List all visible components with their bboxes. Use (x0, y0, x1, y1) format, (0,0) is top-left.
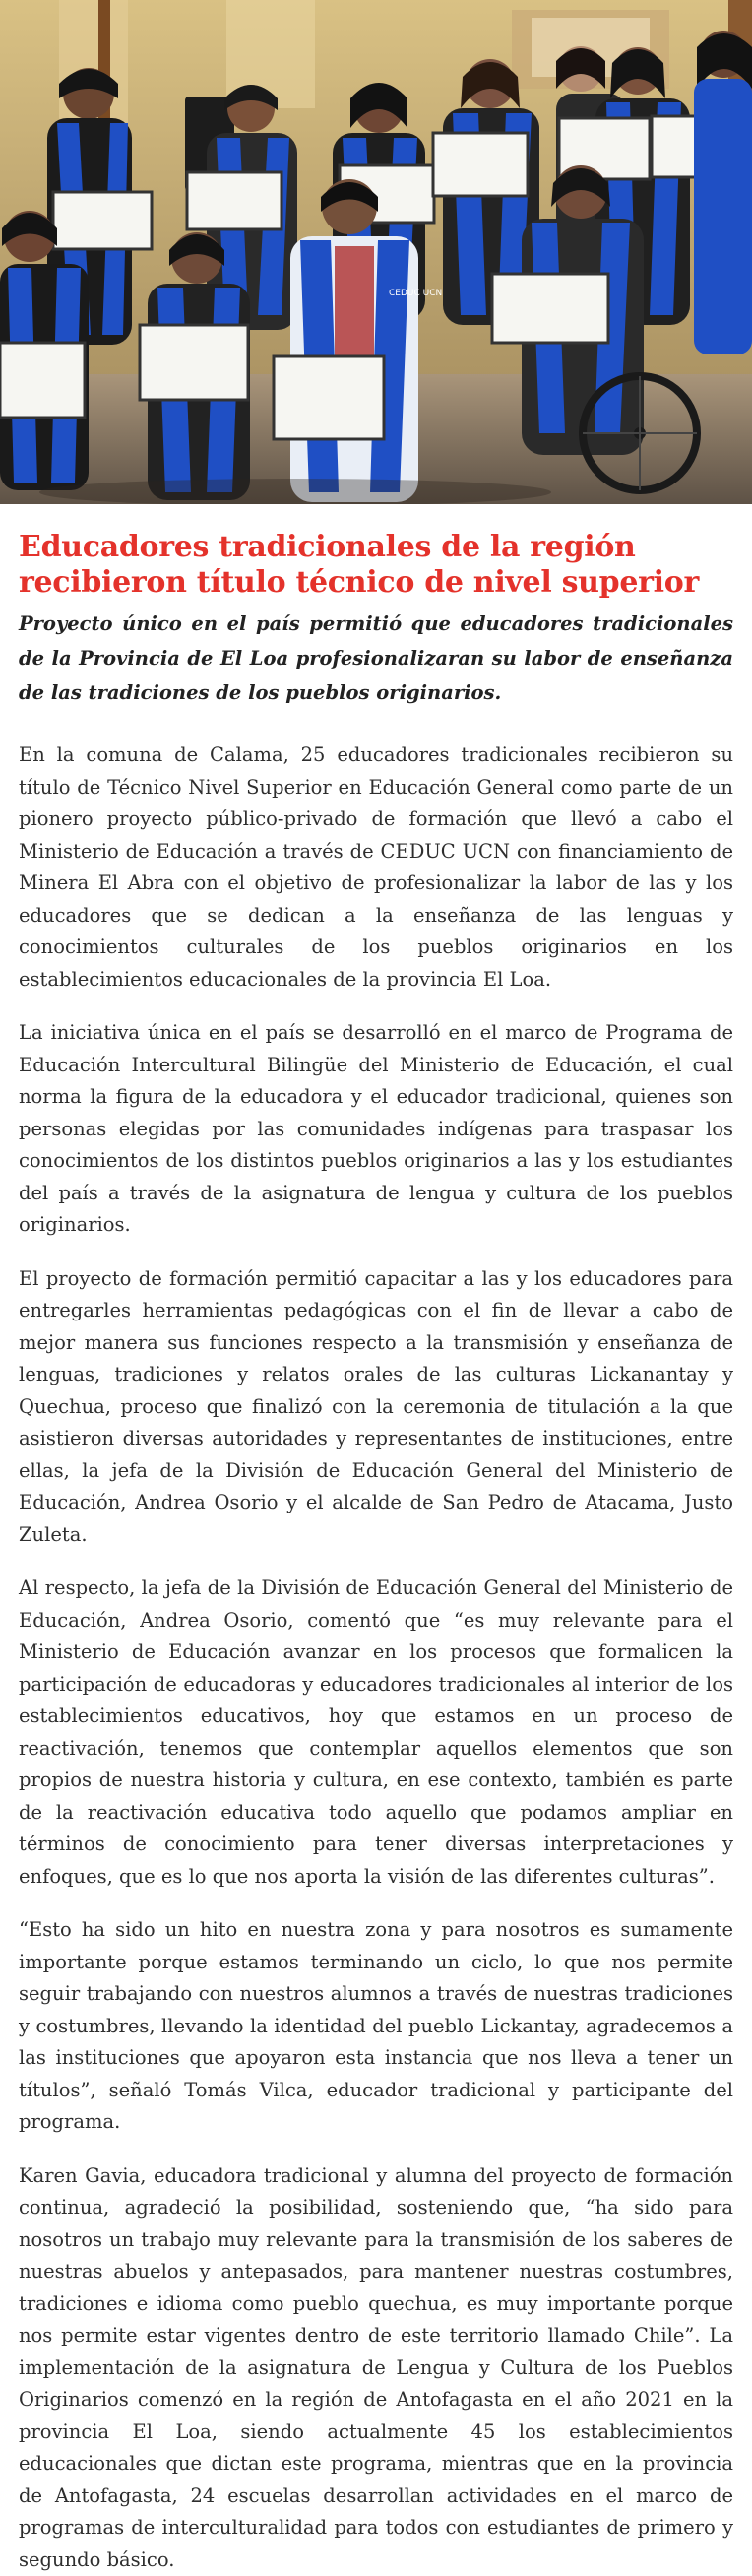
paragraph-4: Al respecto, la jefa de la División de Educación General del Ministerio de Educación, Andrea Osorio, comentó que “es muy relevante para el Ministerio de Educación avanzar en los procesos que formalicen la participación de educadoras y educadores tradicionales al interior de los establecimientos educativos, hoy que estamos en un proceso de reactivación, tenemos que contemplar aquellos elementos que son propios de nuestra historia y cultura, en ese contexto, también es parte de la reactivación educativa todo aquello que podamos ampliar en términos de conocimiento para tener diversas interpretaciones y enfoques, que es lo que nos aporta la visión de las diferentes culturas”. (19, 1573, 733, 1893)
article (0, 504, 752, 2576)
stole-text: CEDUC UCN (389, 289, 442, 298)
paragraph-1: En la comuna de Calama, 25 educadores tradicionales recibieron su título de Técnico Nivel Superior en Educación General como parte de un pionero proyecto público-privado de formación que llevó a cabo el Ministerio de Educación a través de CEDUC UCN con financiamiento de Minera El Abra con el objetivo de profesionalizar la labor de las y los educadores que se dedican a la enseñanza de las lenguas y conocimientos culturales de los pueblos originarios en los establecimientos educacionales de la provincia El Loa. (19, 740, 733, 996)
paragraph-6: Karen Gavia, educadora tradicional y alumna del proyecto de formación continua, agradeció la posibilidad, sosteniendo que, “ha sido para nosotros un trabajo muy relevante para la transmisión de los saberes de nuestras abuelos y antepasados, para mantener nuestras costumbres, tradiciones e idioma como pueblo quechua, es muy importante porque nos permite estar vigentes dentro de este territorio llamado Chile”. La implementación de la asignatura de Lengua y Cultura de los Pueblos Originarios comenzó en la región de Antofagasta en el año 2021 en la provincia El Loa, siendo actualmente 45 los establecimientos educacionales que dictan este programa, mientras que en la provincia de Antofagasta, 24 escuelas desarrollan actividades en el marco de programas de interculturalidad para todos con estudiantes de primero y segundo básico. (19, 2160, 733, 2576)
paragraph-2: La iniciativa única en el país se desarrolló en el marco de Programa de Educación Intercultural Bilingüe del Ministerio de Educación, el cual norma la figura de la educadora y el educador tradicional, quienes son personas elegidas por las comunidades indígenas para traspasar los conocimientos de los distintos pueblos originarios a las y los estudiantes del país a través de la asignatura de lengua y cultura de los pueblos originarios. (19, 1017, 733, 1242)
hero-photo (0, 0, 752, 504)
graduation-photo-illustration (0, 0, 752, 504)
article-lead: Proyecto único en el país permitió que educadores tradicionales de la Provincia de El Loa profesionalizaran su labor de enseñanza de las tradiciones de los pueblos originarios. (19, 607, 733, 710)
article-title: Educadores tradicionales de la región recibieron título técnico de nivel superior (19, 530, 733, 601)
paragraph-5: “Esto ha sido un hito en nuestra zona y para nosotros es sumamente importante porque estamos terminando un ciclo, lo que nos permite seguir trabajando con nuestros alumnos a través de nuestras tradiciones y costumbres, llevando la identidad del pueblo Lickantay, agradecemos a las instituciones que apoyaron esta instancia que nos lleva a tener un títulos”, señaló Tomás Vilca, educador tradicional y participante del programa. (19, 1914, 733, 2139)
paragraph-3: El proyecto de formación permitió capacitar a las y los educadores para entregarles herramientas pedagógicas con el fin de llevar a cabo de mejor manera sus funciones respecto a la transmisión y enseñanza de lenguas, tradiciones y relatos orales de las culturas Lickanantay y Quechua, proceso que finalizó con la ceremonia de titulación a la que asistieron diversas autoridades y representantes de instituciones, entre ellas, la jefa de la División de Educación General del Ministerio de Educación, Andrea Osorio y el alcalde de San Pedro de Atacama, Justo Zuleta. (19, 1263, 733, 1552)
